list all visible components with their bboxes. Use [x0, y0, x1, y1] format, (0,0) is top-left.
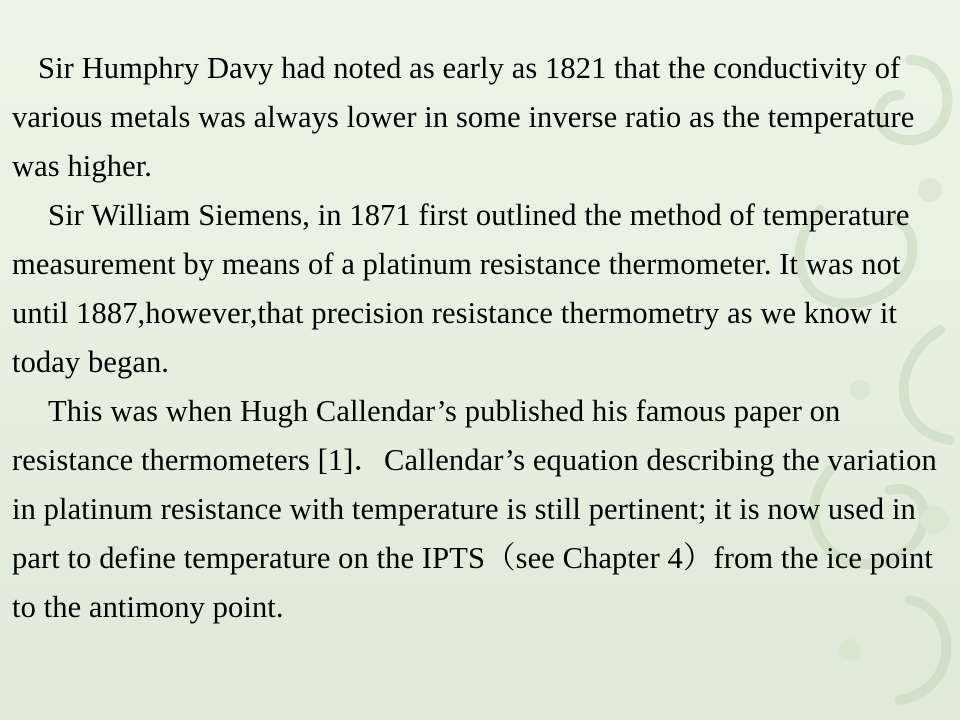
paragraph-siemens: Sir William Siemens, in 1871 first outlined the method of temperature measurement by means of a platinum resistance thermometer. It was not until 1887,however,that precision resistance thermometry as we know it today began. [12, 198, 910, 379]
body-text [12, 44, 947, 632]
paragraph-callendar: This was when Hugh Callendar’s published his famous paper on resistance thermometers [1]．Callendar’s equation describing the variation in platinum resistance with temperature is still pertinent; it is now used in part to define temperature on the IPTS（see Chapter 4）from the ice point to the antimony point. [12, 394, 937, 624]
paragraph-davy: Sir Humphry Davy had noted as early as 1821 that the conductivity of various metals was always lower in some inverse ratio as the temperature was higher. [12, 51, 915, 183]
